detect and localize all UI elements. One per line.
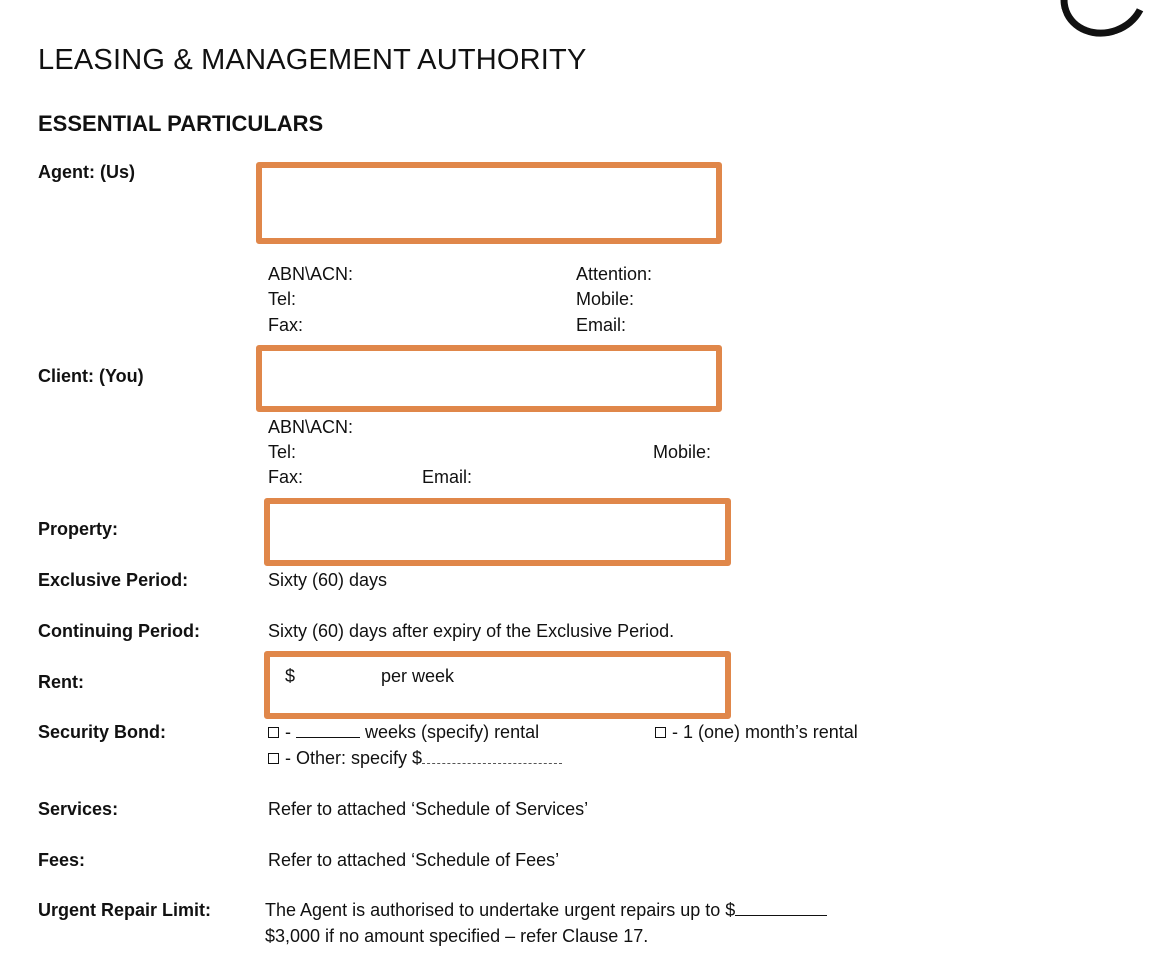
agent-email-label: Email:: [576, 315, 627, 335]
client-name-field[interactable]: [256, 345, 722, 412]
client-label: Client: (You): [38, 366, 144, 386]
bond-weeks-suffix: weeks (specify) rental: [365, 722, 540, 742]
bond-other-option: [268, 748, 562, 769]
bond-weeks-checkbox[interactable]: [268, 727, 279, 738]
urgent-repair-amount-blank[interactable]: [735, 900, 827, 916]
agent-mobile-label: Mobile:: [576, 289, 635, 309]
urgent-repair-line1: [265, 900, 827, 921]
client-abn-label: ABN\ACN:: [268, 417, 354, 437]
agent-fax-label: Fax:: [268, 315, 304, 335]
client-fax-label: Fax:: [268, 467, 304, 487]
rent-currency: $: [285, 666, 296, 686]
property-field[interactable]: [264, 498, 731, 566]
property-label: Property:: [38, 519, 119, 539]
bond-month-checkbox[interactable]: [655, 727, 666, 738]
exclusive-period-label: Exclusive Period:: [38, 570, 189, 590]
document-title: LEASING & MANAGEMENT AUTHORITY: [38, 44, 587, 76]
fees-label: Fees:: [38, 850, 86, 870]
urgent-repair-text: The Agent is authorised to undertake urgent repairs up to $: [265, 900, 736, 920]
client-email-label: Email:: [422, 467, 473, 487]
security-bond-label: Security Bond:: [38, 722, 167, 742]
agent-abn-label: ABN\ACN:: [268, 264, 354, 284]
bond-month-option: [655, 722, 858, 743]
section-heading: ESSENTIAL PARTICULARS: [38, 111, 324, 136]
rent-field[interactable]: [264, 651, 731, 719]
bond-weeks-blank[interactable]: [296, 723, 360, 738]
bond-weeks-option: [268, 722, 539, 743]
continuing-period-value: Sixty (60) days after expiry of the Exclusive Period.: [268, 621, 675, 641]
urgent-repair-label: Urgent Repair Limit:: [38, 900, 212, 920]
client-tel-label: Tel:: [268, 442, 297, 462]
bond-other-checkbox[interactable]: [268, 753, 279, 764]
services-value: Refer to attached ‘Schedule of Services’: [268, 799, 589, 819]
agent-tel-label: Tel:: [268, 289, 297, 309]
agent-attention-label: Attention:: [576, 264, 653, 284]
corner-mark: [1049, 0, 1158, 49]
rent-per-week: per week: [381, 666, 455, 686]
bond-month-label: - 1 (one) month’s rental: [672, 722, 858, 742]
services-label: Services:: [38, 799, 119, 819]
bond-weeks-prefix: -: [285, 722, 291, 742]
agent-name-field[interactable]: [256, 162, 722, 244]
agent-label: Agent: (Us): [38, 162, 135, 182]
exclusive-period-value: Sixty (60) days: [268, 570, 388, 590]
rent-label: Rent:: [38, 672, 84, 692]
fees-value: Refer to attached ‘Schedule of Fees’: [268, 850, 560, 870]
bond-other-amount-blank[interactable]: [422, 749, 562, 764]
bond-other-label: - Other: specify $: [285, 748, 423, 768]
continuing-period-label: Continuing Period:: [38, 621, 200, 641]
urgent-repair-line2: $3,000 if no amount specified – refer Clause 17.: [265, 926, 649, 946]
client-mobile-label: Mobile:: [653, 442, 712, 462]
